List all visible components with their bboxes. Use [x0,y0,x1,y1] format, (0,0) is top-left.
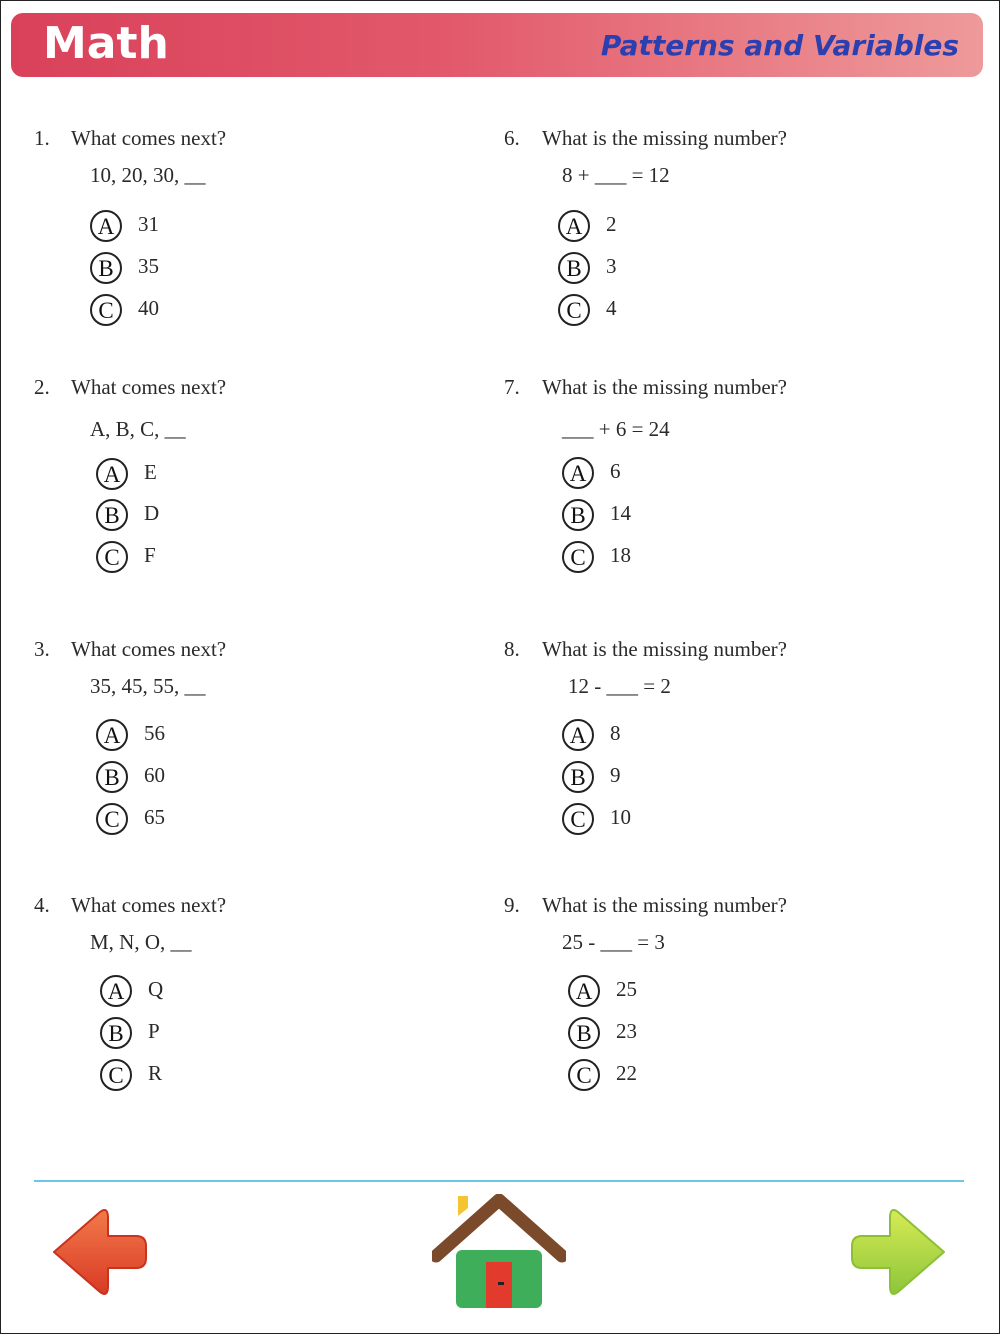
option-value: E [144,460,157,484]
option-bubble[interactable]: C [90,294,122,326]
option-value: 31 [138,212,159,236]
option-bubble[interactable]: B [90,252,122,284]
question-expression: 35, 45, 55, __ [90,674,206,698]
option-value: 56 [144,721,165,745]
option-value: 60 [144,763,165,787]
option-value: 2 [606,212,617,236]
option-bubble[interactable]: C [100,1059,132,1091]
question-number: 2. [34,375,50,399]
left-arrow-icon [48,1206,148,1298]
option-bubble[interactable]: C [96,803,128,835]
question-prompt: What comes next? [71,126,227,150]
question-expression: 12 - ___ = 2 [568,674,671,698]
option-value: 23 [616,1019,637,1043]
option-bubble[interactable]: A [568,975,600,1007]
option-bubble[interactable]: B [96,761,128,793]
right-arrow-icon [850,1206,950,1298]
question-expression: M, N, O, __ [90,930,192,954]
back-button[interactable] [48,1206,148,1298]
question-number: 3. [34,637,50,661]
option-value: 14 [610,501,631,525]
footer-divider [34,1180,964,1182]
option-bubble[interactable]: C [562,803,594,835]
option-value: 65 [144,805,165,829]
option-bubble[interactable]: B [562,761,594,793]
question-number: 7. [504,375,520,399]
question-expression: A, B, C, __ [90,417,186,441]
option-value: 10 [610,805,631,829]
home-button[interactable] [432,1194,566,1312]
question-prompt: What is the missing number? [542,893,787,917]
option-value: 40 [138,296,159,320]
option-value: 22 [616,1061,637,1085]
option-bubble[interactable]: C [568,1059,600,1091]
question-prompt: What is the missing number? [542,126,787,150]
option-bubble[interactable]: A [100,975,132,1007]
option-value: Q [148,977,164,1001]
option-value: R [148,1061,163,1085]
option-value: 4 [606,296,617,320]
question-prompt: What comes next? [71,893,227,917]
option-value: 35 [138,254,159,278]
option-bubble[interactable]: C [562,541,594,573]
question-expression: ___ + 6 = 24 [562,417,670,441]
option-value: 9 [610,763,621,787]
option-bubble[interactable]: A [90,210,122,242]
question-prompt: What is the missing number? [542,637,787,661]
header-banner [11,13,983,77]
question-expression: 10, 20, 30, __ [90,163,206,187]
option-bubble[interactable]: B [568,1017,600,1049]
option-bubble[interactable]: A [562,457,594,489]
option-bubble[interactable]: A [96,719,128,751]
option-value: 25 [616,977,637,1001]
question-number: 1. [34,126,50,150]
next-button[interactable] [850,1206,950,1298]
question-expression: 25 - ___ = 3 [562,930,665,954]
question-prompt: What is the missing number? [542,375,787,399]
option-value: P [148,1019,160,1043]
option-bubble[interactable]: A [562,719,594,751]
option-bubble[interactable]: B [558,252,590,284]
question-number: 6. [504,126,520,150]
question-number: 4. [34,893,50,917]
option-value: D [144,501,160,525]
option-bubble[interactable]: B [96,499,128,531]
question-prompt: What comes next? [71,637,227,661]
option-value: 18 [610,543,631,567]
option-value: F [144,543,156,567]
subject-title: Math [43,18,169,69]
option-bubble[interactable]: A [96,458,128,490]
topic-title: Patterns and Variables [600,29,959,62]
option-bubble[interactable]: B [100,1017,132,1049]
option-value: 8 [610,721,621,745]
question-prompt: What comes next? [71,375,227,399]
question-number: 9. [504,893,520,917]
question-expression: 8 + ___ = 12 [562,163,670,187]
option-bubble[interactable]: C [558,294,590,326]
option-value: 3 [606,254,617,278]
option-bubble[interactable]: A [558,210,590,242]
option-bubble[interactable]: C [96,541,128,573]
question-number: 8. [504,637,520,661]
house-icon [432,1194,566,1312]
option-value: 6 [610,459,621,483]
option-bubble[interactable]: B [562,499,594,531]
